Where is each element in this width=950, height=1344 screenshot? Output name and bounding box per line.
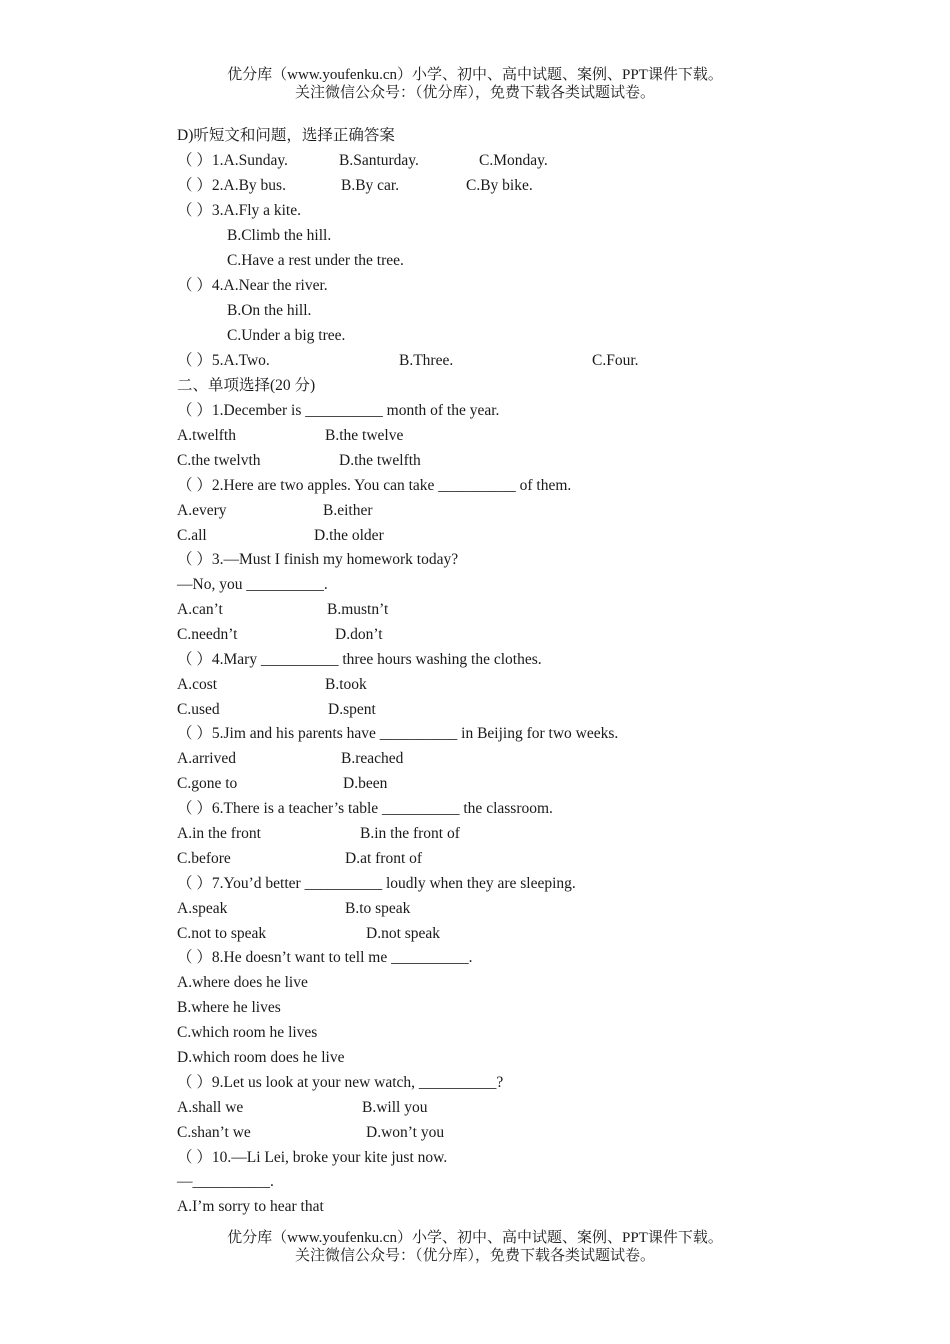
d-q4-b: B.On the hill. bbox=[227, 302, 312, 319]
q4-option-d: D.spent bbox=[328, 701, 376, 718]
q6-option-d: D.at front of bbox=[345, 850, 423, 867]
q4-stem: （ ）4.Mary __________ three hours washing the clothes. bbox=[177, 651, 542, 668]
q8-option-c: C.which room he lives bbox=[177, 1024, 318, 1041]
d-q5-c: C.Four. bbox=[592, 352, 639, 369]
q10-option-a: A.I’m sorry to hear that bbox=[177, 1198, 324, 1215]
q5-option-a: A.arrived bbox=[177, 750, 236, 767]
q2-option-d: D.the older bbox=[314, 527, 384, 544]
d-q5-b: B.Three. bbox=[399, 352, 454, 369]
q5-option-c: C.gone to bbox=[177, 775, 238, 792]
footer-line-2: 关注微信公众号：（优分库），免费下载各类试题试卷。 bbox=[294, 1248, 655, 1264]
d-q2-c: C.By bike. bbox=[466, 177, 533, 194]
q7-option-b: B.to speak bbox=[345, 900, 411, 917]
q10-stem-2: —__________. bbox=[177, 1173, 274, 1190]
d-q3-c: C.Have a rest under the tree. bbox=[227, 252, 404, 269]
q8-option-b: B.where he lives bbox=[177, 999, 281, 1016]
q4-option-a: A.cost bbox=[177, 676, 218, 693]
q1-option-d: D.the twelfth bbox=[339, 452, 421, 469]
section-d-title: D)听短文和问题，选择正确答案 bbox=[177, 127, 395, 144]
q4-option-b: B.took bbox=[325, 676, 367, 693]
q9-option-c: C.shan’t we bbox=[177, 1124, 251, 1141]
d-q2-a: （ ）2.A.By bus. bbox=[177, 177, 286, 194]
q6-stem: （ ）6.There is a teacher’s table __________ the classroom. bbox=[177, 800, 553, 817]
q4-option-c: C.used bbox=[177, 701, 220, 718]
d-q1-a: （ ）1.A.Sunday. bbox=[177, 152, 288, 169]
q2-option-b: B.either bbox=[323, 502, 373, 519]
q9-option-b: B.will you bbox=[362, 1099, 428, 1116]
q9-option-d: D.won’t you bbox=[366, 1124, 445, 1141]
q9-option-a: A.shall we bbox=[177, 1099, 244, 1116]
footer-line-1: 优分库（www.youfenku.cn）小学、初中、高中试题、案例、PPT课件下载。 bbox=[227, 1230, 723, 1246]
d-q2-b: B.By car. bbox=[341, 177, 400, 194]
header-line-1: 优分库（www.youfenku.cn）小学、初中、高中试题、案例、PPT课件下载。 bbox=[227, 67, 723, 83]
d-q4-a: （ ）4.A.Near the river. bbox=[177, 277, 328, 294]
q5-option-d: D.been bbox=[343, 775, 388, 792]
q7-option-d: D.not speak bbox=[366, 925, 441, 942]
q5-option-b: B.reached bbox=[341, 750, 404, 767]
q3-stem-2: —No, you __________. bbox=[177, 576, 328, 593]
d-q5-a: （ ）5.A.Two. bbox=[177, 352, 270, 369]
q8-option-a: A.where does he live bbox=[177, 974, 308, 991]
q9-stem: （ ）9.Let us look at your new watch, __________? bbox=[177, 1074, 504, 1091]
q7-option-a: A.speak bbox=[177, 900, 228, 917]
q1-stem: （ ）1.December is __________ month of the year. bbox=[177, 402, 500, 419]
d-q1-c: C.Monday. bbox=[479, 152, 548, 169]
d-q3-a: （ ）3.A.Fly a kite. bbox=[177, 202, 301, 219]
q2-stem: （ ）2.Here are two apples. You can take __________ of them. bbox=[177, 477, 572, 494]
q2-option-c: C.all bbox=[177, 527, 207, 544]
d-q4-c: C.Under a big tree. bbox=[227, 327, 346, 344]
d-q3-b: B.Climb the hill. bbox=[227, 227, 332, 244]
q7-stem: （ ）7.You’d better __________ loudly when they are sleeping. bbox=[177, 875, 576, 892]
q10-stem: （ ）10.—Li Lei, broke your kite just now. bbox=[177, 1149, 448, 1166]
q3-option-d: D.don’t bbox=[335, 626, 383, 643]
q1-option-b: B.the twelve bbox=[325, 427, 404, 444]
q3-stem: （ ）3.—Must I finish my homework today? bbox=[177, 551, 459, 568]
q3-option-a: A.can’t bbox=[177, 601, 223, 618]
q7-option-c: C.not to speak bbox=[177, 925, 267, 942]
q6-option-a: A.in the front bbox=[177, 825, 261, 842]
q6-option-c: C.before bbox=[177, 850, 231, 867]
q3-option-b: B.mustn’t bbox=[327, 601, 389, 618]
d-q1-b: B.Santurday. bbox=[339, 152, 419, 169]
q3-option-c: C.needn’t bbox=[177, 626, 238, 643]
q2-option-a: A.every bbox=[177, 502, 227, 519]
q8-option-d: D.which room does he live bbox=[177, 1049, 345, 1066]
q5-stem: （ ）5.Jim and his parents have __________ in Beijing for two weeks. bbox=[177, 725, 619, 742]
q8-stem: （ ）8.He doesn’t want to tell me __________. bbox=[177, 949, 473, 966]
q1-option-c: C.the twelvth bbox=[177, 452, 261, 469]
section-2-title: 二、单项选择(20 分) bbox=[177, 377, 316, 394]
q1-option-a: A.twelfth bbox=[177, 427, 236, 444]
header-line-2: 关注微信公众号：（优分库），免费下载各类试题试卷。 bbox=[294, 85, 655, 101]
q6-option-b: B.in the front of bbox=[360, 825, 460, 842]
